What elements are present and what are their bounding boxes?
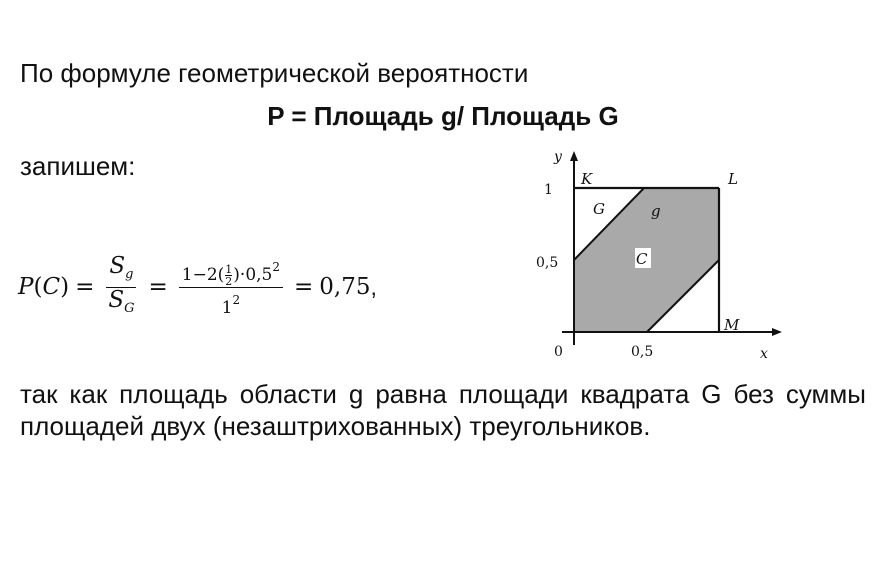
x-tick-0-5: 0,5: [631, 344, 654, 360]
equals-sign: =: [148, 274, 168, 300]
region-G-label: G: [593, 200, 605, 218]
formula-title: P = Площадь g/ Площадь G: [267, 101, 619, 131]
x-axis-arrow-icon: [772, 328, 782, 336]
formula-open-paren: (: [33, 274, 43, 300]
one-half-fraction: [225, 264, 232, 287]
region-g-label: g: [651, 202, 661, 220]
S-symbol: S: [109, 252, 126, 279]
explanation-paragraph: так как площадь области g равна площади квадрата G без суммы площадей двух (незаштрихованных) треугольников.: [20, 379, 866, 441]
subscript-G: G: [124, 300, 135, 316]
equals-sign: =: [75, 274, 95, 300]
half-denominator: 2: [225, 274, 233, 288]
computation-fraction: [179, 255, 283, 320]
lead-text: запишем:: [20, 151, 136, 181]
formula-P: P: [18, 274, 34, 300]
y-tick-1: 1: [544, 182, 553, 198]
y-axis-arrow-icon: [570, 151, 578, 161]
point-L-label: L: [728, 170, 738, 188]
point-M-label: M: [724, 316, 740, 334]
y-axis-label: y: [554, 149, 562, 165]
x-axis-label: x: [760, 346, 768, 362]
subscript-g: g: [125, 266, 134, 282]
denominator-base: 1: [221, 297, 233, 318]
numerator-part1: 1−2(: [181, 264, 225, 285]
half-numerator: 1: [225, 262, 233, 276]
intro-text: По формуле геометрической вероятности: [20, 58, 529, 88]
trailing-comma: ,: [370, 273, 377, 300]
point-K-label: K: [581, 170, 593, 188]
numerator-exponent: 2: [272, 259, 281, 274]
formula-C: C: [42, 274, 61, 300]
area-ratio-fraction: [105, 254, 137, 321]
origin-tick-0: 0: [554, 344, 563, 360]
S-symbol: S: [108, 286, 125, 313]
probability-region-diagram: [532, 145, 792, 370]
region-C-label: C: [636, 250, 648, 268]
y-tick-0-5: 0,5: [536, 255, 559, 271]
probability-formula: [18, 250, 377, 324]
numerator-part2: )·0,5: [233, 264, 273, 285]
denominator-exponent: 2: [232, 292, 241, 307]
equals-sign: =: [294, 274, 314, 300]
result-value: 0,75: [319, 274, 371, 300]
formula-close-paren: ): [60, 274, 70, 300]
